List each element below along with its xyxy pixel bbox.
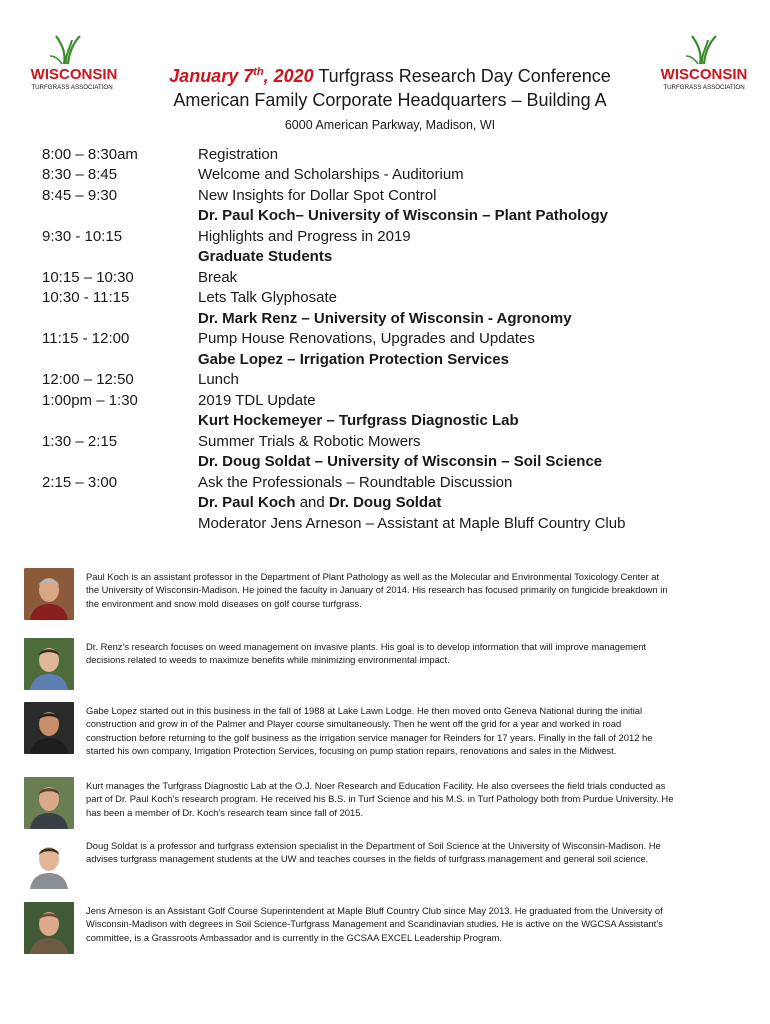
schedule-time: 1:00pm – 1:30 xyxy=(42,391,138,409)
schedule-row xyxy=(42,308,732,329)
schedule-event: Highlights and Progress in 2019 xyxy=(198,227,411,245)
schedule-row xyxy=(42,452,732,473)
speaker-bio xyxy=(24,638,674,690)
schedule-speaker: Graduate Students xyxy=(198,248,333,266)
bio-text: Doug Soldat is a professor and turfgrass extension specialist in the Department of Soil Science at the University of Wisconsin-Madison. He advises turfgrass management students at the UW and teaches courses in the fields of turfgrass management and general soil science. xyxy=(86,840,661,865)
schedule-row xyxy=(42,513,732,534)
schedule-row xyxy=(42,431,732,452)
schedule-time: 10:30 - 11:15 xyxy=(42,289,130,307)
schedule-event: Lets Talk Glyphosate xyxy=(198,289,337,307)
schedule-time: 10:15 – 10:30 xyxy=(42,268,134,286)
schedule-event: Break xyxy=(198,268,238,286)
conference-title: January 7th, 2020 Turfgrass Research Day Conference xyxy=(169,66,611,86)
speaker-name: Dr. Doug Soldat xyxy=(328,494,442,512)
person-photo-icon xyxy=(24,638,74,690)
speaker-photo xyxy=(24,777,74,829)
speaker-bio xyxy=(24,837,674,889)
schedule-speaker: Dr. Mark Renz – University of Wisconsin - Agronomy xyxy=(198,309,572,327)
speaker-bio xyxy=(24,777,674,829)
schedule-row xyxy=(42,349,732,370)
svg-text:WISCONSIN: WISCONSIN xyxy=(30,66,118,83)
person-photo-icon xyxy=(24,837,74,889)
schedule-row xyxy=(42,247,732,268)
schedule-event xyxy=(198,494,732,511)
schedule-row xyxy=(42,493,732,514)
schedule-row xyxy=(42,390,732,411)
bio-text: Kurt manages the Turfgrass Diagnostic Lab at the O.J. Noer Research and Education Facility. He also oversees the field trials conducted as part of Dr. Paul Koch’s research program. He received his B.S. in Turf Science and his M.S. in Turf Pathology both from Purdue University. He has been a member of Dr. Koch’s research team since fall of 2015. xyxy=(86,780,674,818)
speaker-bio xyxy=(24,568,674,620)
bio-text: Dr. Renz’s research focuses on weed management on invasive plants. His goal is to develop information that will improve management decisions related to weeds to maximize benefits while minimizing environmental impact. xyxy=(86,641,647,666)
speaker-photo xyxy=(24,702,74,754)
schedule-time: 8:45 – 9:30 xyxy=(42,186,118,204)
schedule-row xyxy=(42,329,732,350)
person-photo-icon xyxy=(24,568,74,620)
conference-date: January 7th, 2020 xyxy=(169,66,314,86)
speaker-photo xyxy=(24,638,74,690)
schedule-row xyxy=(42,411,732,432)
grass-logo-icon xyxy=(22,34,126,98)
schedule-speaker: Dr. Paul Koch– University of Wisconsin – Plant Pathology xyxy=(198,207,608,225)
speaker-photo xyxy=(24,568,74,620)
conjunction: and xyxy=(295,494,329,512)
schedule-event: Pump House Renovations, Upgrades and Updates xyxy=(198,330,535,348)
speaker-name: Dr. Paul Koch xyxy=(198,494,296,512)
schedule-event: Welcome and Scholarships - Auditorium xyxy=(198,166,464,184)
schedule-speaker: Kurt Hockemeyer – Turfgrass Diagnostic Lab xyxy=(198,412,519,430)
schedule-time: 11:15 - 12:00 xyxy=(42,330,130,348)
speaker-photo xyxy=(24,902,74,954)
svg-text:TURFGRASS ASSOCIATION: TURFGRASS ASSOCIATION xyxy=(663,84,745,91)
page-header xyxy=(130,60,650,132)
schedule-time: 1:30 – 2:15 xyxy=(42,432,118,450)
schedule-row xyxy=(42,472,732,493)
schedule-row xyxy=(42,226,732,247)
schedule-time: 12:00 – 12:50 xyxy=(42,371,134,389)
venue-name: American Family Corporate Headquarters – Building A xyxy=(173,90,607,110)
wisconsin-turfgrass-logo-left xyxy=(22,34,126,98)
schedule-time: 8:00 – 8:30am xyxy=(42,145,138,163)
schedule-speaker: Gabe Lopez – Irrigation Protection Services xyxy=(198,350,509,368)
schedule-time: 8:30 – 8:45 xyxy=(42,166,118,184)
person-photo-icon xyxy=(24,777,74,829)
schedule-table xyxy=(42,144,732,534)
schedule-time: 9:30 - 10:15 xyxy=(42,227,123,245)
wisconsin-turfgrass-logo-right xyxy=(652,34,756,98)
venue-address: 6000 American Parkway, Madison, WI xyxy=(284,118,496,132)
svg-text:WISCONSIN: WISCONSIN xyxy=(660,66,748,83)
schedule-event: Summer Trials & Robotic Mowers xyxy=(198,432,421,450)
schedule-speaker: Dr. Doug Soldat – University of Wisconsin – Soil Science xyxy=(198,453,603,471)
bio-text: Jens Arneson is an Assistant Golf Course Superintendent at Maple Bluff Country Club since May 2013. He graduated from the University of Wisconsin-Madison with degrees in Soil Science-Turfgrass Management and Scandinavian studies. He is active on the WGCSA Assistant’s committee, is a Grassroots Ambassador and is currently in the GCSAA EXCEL Leadership Program. xyxy=(86,905,663,943)
svg-text:TURFGRASS ASSOCIATION: TURFGRASS ASSOCIATION xyxy=(31,84,113,91)
bio-text: Paul Koch is an assistant professor in the Department of Plant Pathology as well as the Molecular and Environmental Toxicology Center at the University of Wisconsin-Madison. He joined the faculty in January of 2014. His research has focused primarily on fungicide breakdown in the environment and snow mold diseases on golf course turfgrass. xyxy=(86,571,668,609)
schedule-row xyxy=(42,185,732,206)
person-photo-icon xyxy=(24,902,74,954)
schedule-row xyxy=(42,144,732,165)
person-photo-icon xyxy=(24,702,74,754)
schedule-row xyxy=(42,288,732,309)
speaker-bio xyxy=(24,702,674,758)
schedule-event: New Insights for Dollar Spot Control xyxy=(198,186,437,204)
schedule-row xyxy=(42,370,732,391)
schedule-row xyxy=(42,165,732,186)
speaker-photo xyxy=(24,837,74,889)
schedule-row xyxy=(42,267,732,288)
schedule-event: Registration xyxy=(198,145,279,163)
schedule-time: 2:15 – 3:00 xyxy=(42,473,118,491)
bio-text: Gabe Lopez started out in this business in the fall of 1988 at Lake Lawn Lodge. He then moved onto Geneva National during the initial construction and grow in of the Palmer and Player course simultaneously. Then he went off the grid for a year and worked in road construction before returning to the golf business as the irrigation service manager for Reinders for 17 years. Finally in the fall of 2012 he started his own company, Irrigation Protection Services, focusing on pump station repairs, renovations and sales in the Midwest. xyxy=(86,705,653,757)
schedule-row xyxy=(42,206,732,227)
schedule-event: 2019 TDL Update xyxy=(198,391,316,409)
schedule-event: Lunch xyxy=(198,371,239,389)
grass-logo-icon xyxy=(652,34,756,98)
schedule-event: Moderator Jens Arneson – Assistant at Maple Bluff Country Club xyxy=(198,514,626,532)
schedule-event: Ask the Professionals – Roundtable Discussion xyxy=(198,473,513,491)
speaker-bio xyxy=(24,902,674,954)
